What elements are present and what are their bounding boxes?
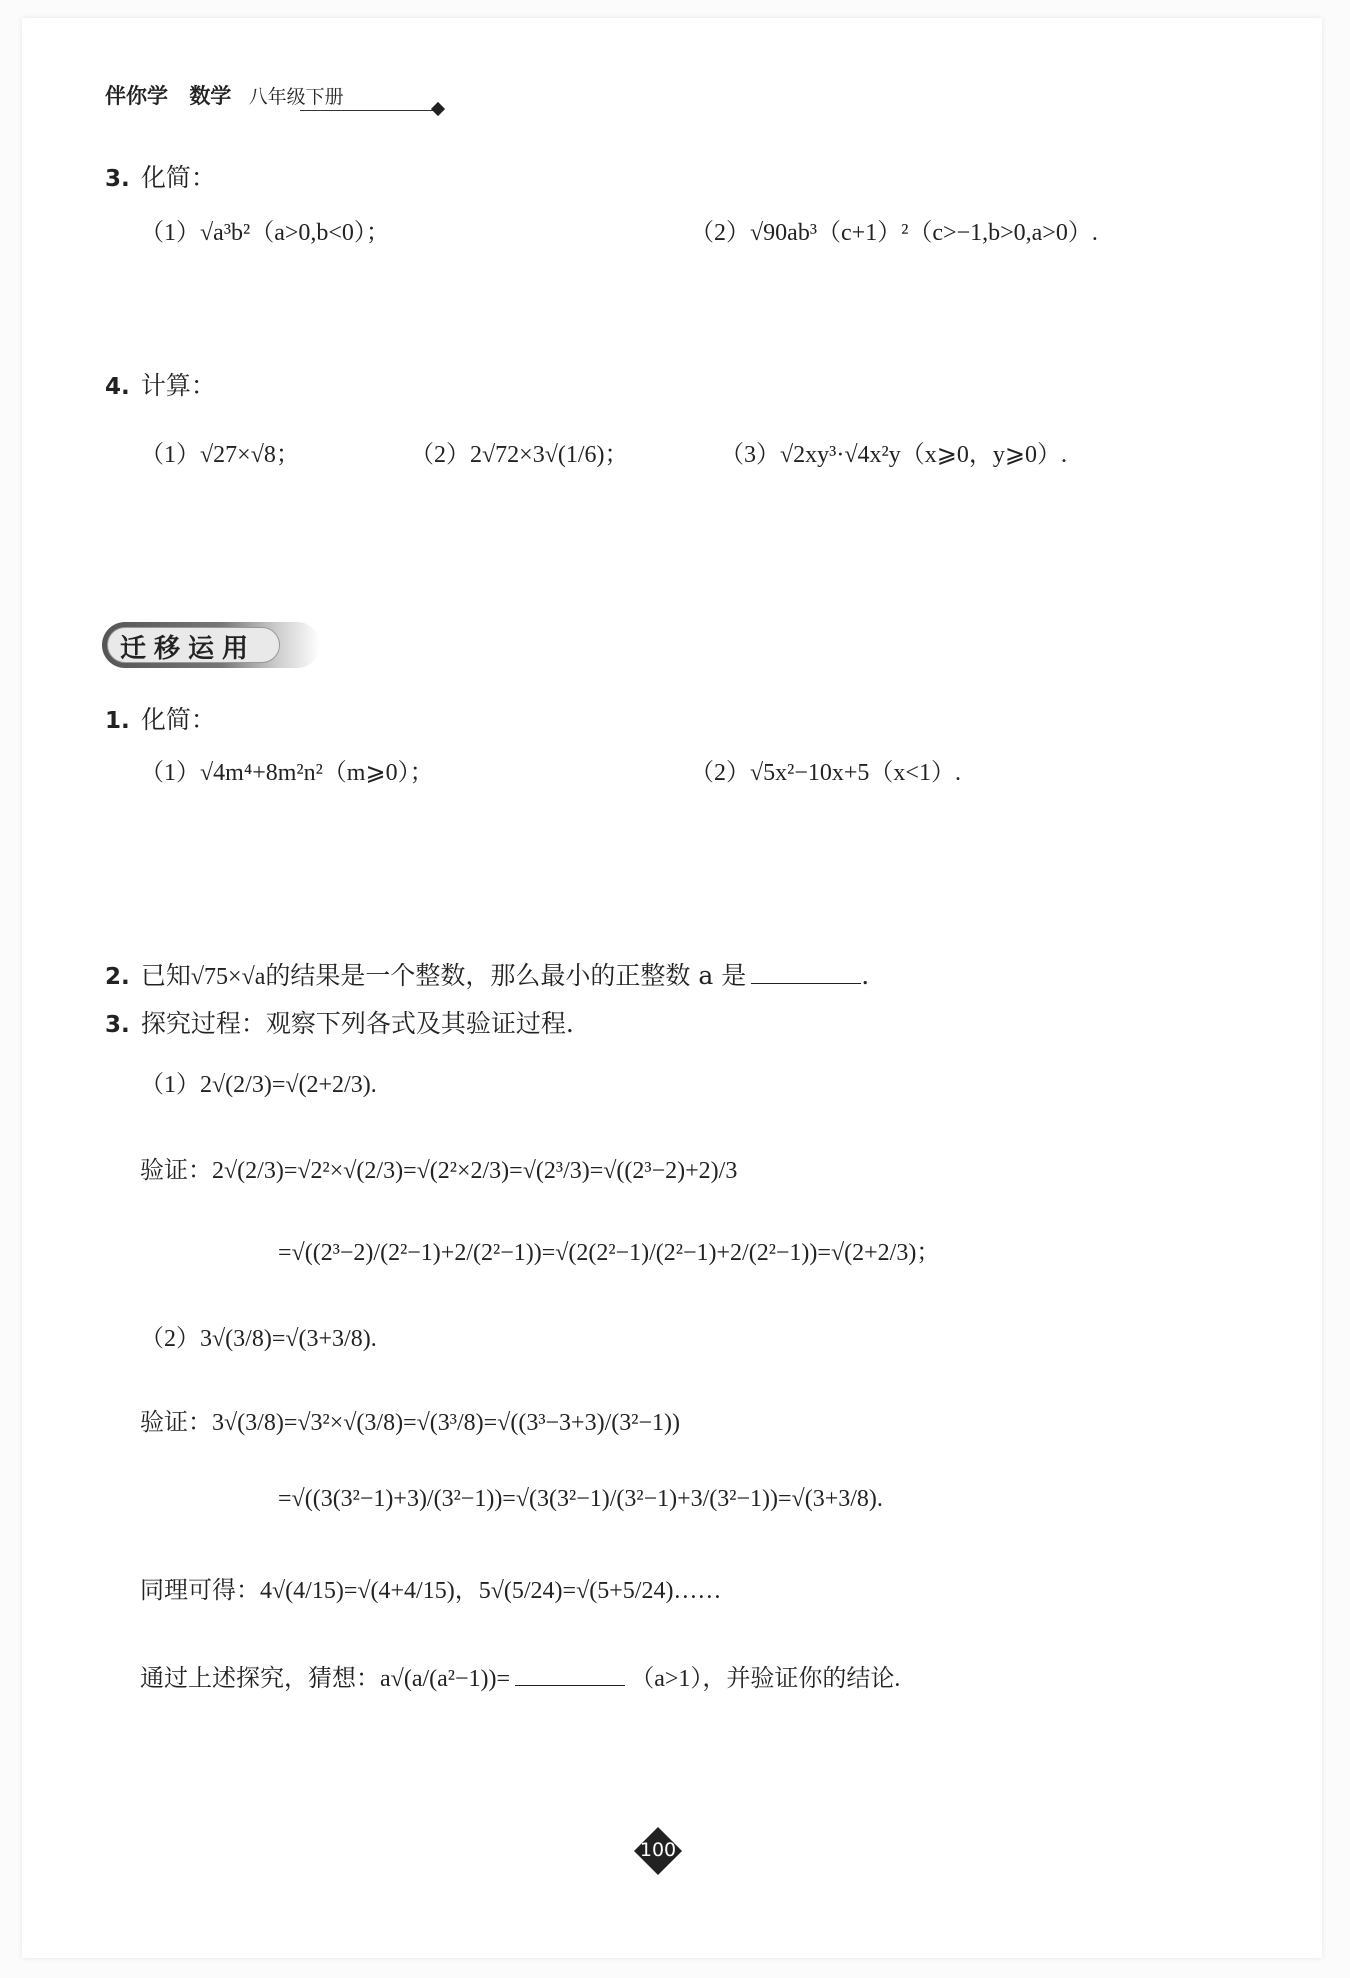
header-rule xyxy=(300,110,435,111)
q2-suffix: 的结果是一个整数，那么最小的正整数 a 是 xyxy=(265,961,747,990)
q4-item-1: （1）√27×√8； xyxy=(140,442,300,468)
verification-2-line-1: 验证：3√(3/8)=√3²×√(3/8)=√(3³/8)=√((3³−3+3)/(3²−1)) xyxy=(140,1410,680,1436)
question-3 xyxy=(105,158,216,194)
similar-results: 同理可得：4√(4/15)=√(4+4/15)，5√(5/24)=√(5+5/24)…… xyxy=(140,1578,722,1604)
question-number: 3. xyxy=(105,1012,130,1038)
header-brand: 伴你学 xyxy=(105,84,168,108)
conjecture-line xyxy=(140,1658,900,1693)
question-title: 化简： xyxy=(140,705,216,734)
q4-item-2: （2）2√72×3√(1/6)； xyxy=(410,442,629,468)
transfer-question-1 xyxy=(105,700,216,736)
q3-intro: 探究过程：观察下列各式及其验证过程. xyxy=(140,1009,574,1038)
section-banner xyxy=(102,622,320,668)
t1-item-2: （2）√5x²−10x+5（x<1）. xyxy=(690,760,961,786)
transfer-question-3 xyxy=(105,1004,574,1040)
verification-1-line-1: 验证：2√(2/3)=√2²×√(2/3)=√(2²×2/3)=√(2³/3)=√((2³−2)+2)/3 xyxy=(140,1158,738,1184)
page-number-badge xyxy=(635,1828,681,1874)
t1-item-1: （1）√4m⁴+8m²n²（m⩾0）； xyxy=(140,760,434,786)
page-number: 100 xyxy=(639,1839,677,1861)
q3-item-1: （1）√a³b²（a>0,b<0）； xyxy=(140,220,390,246)
q3-item-2: （2）√90ab³（c+1）²（c>−1,b>0,a>0）. xyxy=(690,220,1098,246)
q2-end: . xyxy=(861,961,870,990)
question-number: 4. xyxy=(105,374,130,400)
question-number: 2. xyxy=(105,964,130,990)
verification-1-line-2: =√((2³−2)/(2²−1)+2/(2²−1))=√(2(2²−1)/(2²−1)+2/(2²−1))=√(2+2/3)； xyxy=(278,1240,941,1266)
q2-prefix: 已知 xyxy=(140,961,191,990)
question-number: 3. xyxy=(105,166,130,192)
header-grade: 八年级下册 xyxy=(248,86,344,108)
question-title: 化简： xyxy=(140,163,216,192)
header-subject: 数学 xyxy=(189,84,232,108)
conjecture-prefix: 通过上述探究，猜想：a√(a/(a²−1))= xyxy=(140,1666,511,1692)
q4-item-3: （3）√2xy³·√4x²y（x⩾0，y⩾0）. xyxy=(720,442,1067,468)
question-title: 计算： xyxy=(140,371,216,400)
conjecture-answer-blank[interactable] xyxy=(515,1661,625,1686)
question-4 xyxy=(105,366,216,402)
q2-expression: √75×√a xyxy=(190,964,266,990)
conjecture-suffix: （a>1），并验证你的结论. xyxy=(630,1666,901,1692)
transfer-question-2 xyxy=(105,956,869,992)
equation-1: （1）2√(2/3)=√(2+2/3). xyxy=(140,1072,377,1098)
question-number: 1. xyxy=(105,708,130,734)
equation-2: （2）3√(3/8)=√(3+3/8). xyxy=(140,1326,377,1352)
answer-blank[interactable] xyxy=(751,959,861,984)
section-title: 迁移运用 xyxy=(120,634,257,664)
running-header xyxy=(105,80,344,110)
verification-2-line-2: =√((3(3²−1)+3)/(3²−1))=√(3(3²−1)/(3²−1)+3/(3²−1))=√(3+3/8). xyxy=(278,1486,883,1512)
